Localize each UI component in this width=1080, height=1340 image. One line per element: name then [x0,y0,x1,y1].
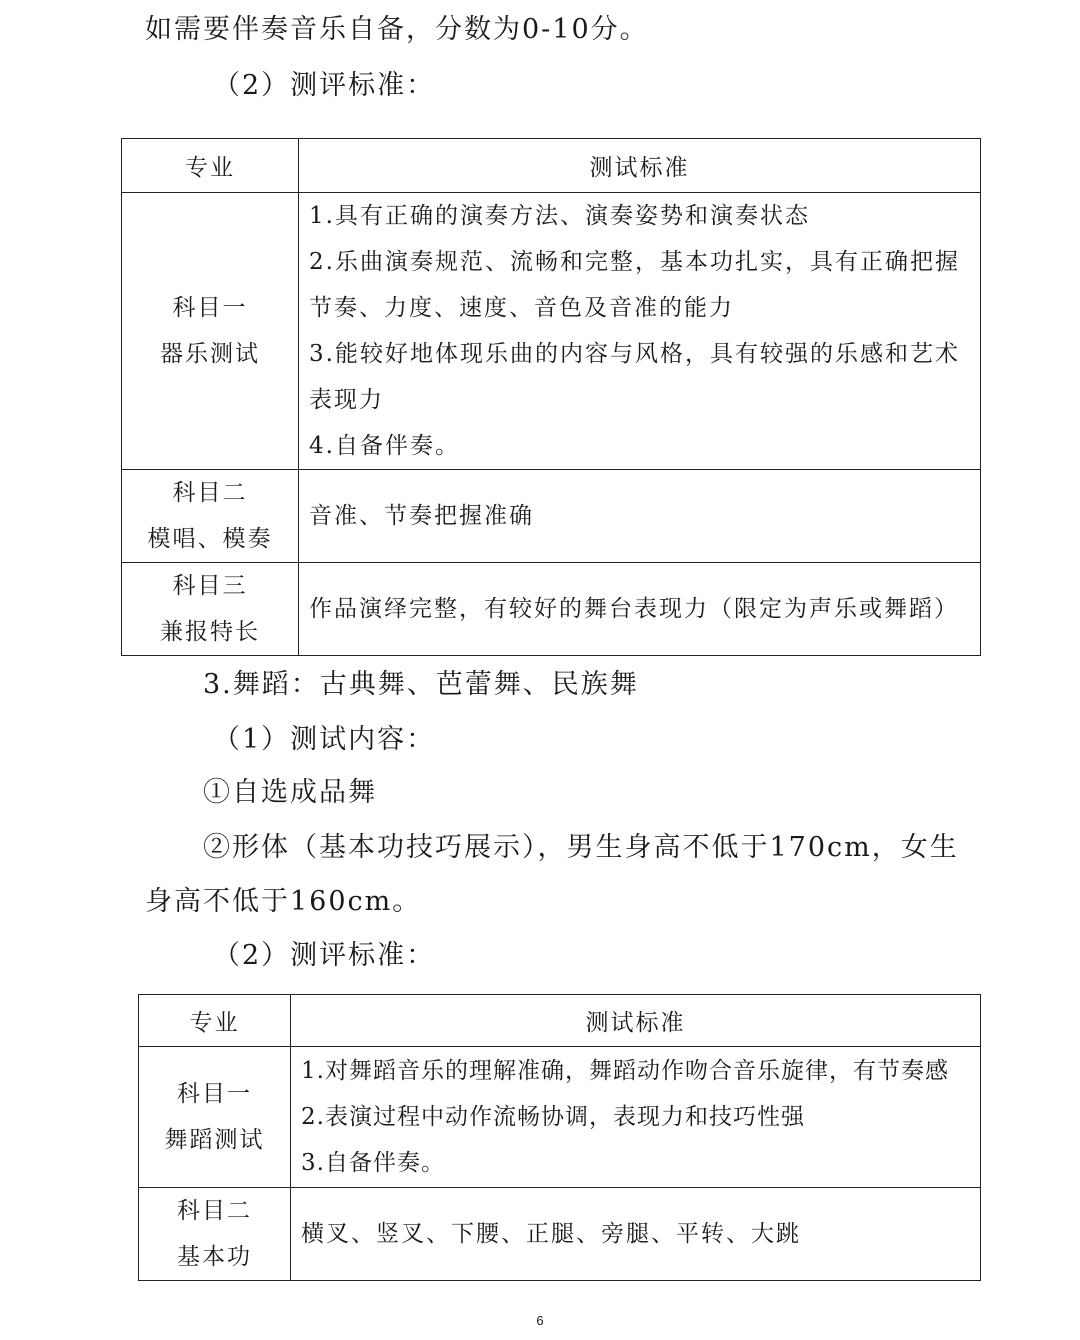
header-standard: 测试标准 [299,139,981,193]
header-standard: 测试标准 [291,995,981,1047]
subject-cell [122,193,299,470]
subject-number: 科目一 [172,295,248,321]
standard-cell [299,470,981,563]
standard-line: 3.自备伴奏。 [301,1150,445,1176]
standard-line: 作品演绎完整，有较好的舞台表现力（限定为声乐或舞蹈） [309,596,959,622]
standard-line: 节奏、力度、速度、音色及音准的能力 [309,295,734,321]
table-row [139,1188,981,1281]
subject-cell [139,1047,291,1188]
standard-line: 2.表演过程中动作流畅协调，表现力和技巧性强 [301,1104,805,1130]
standard-line: 4.自备伴奏。 [309,433,460,459]
table-row [139,1047,981,1188]
content-item: ②形体（基本功技巧展示），男生身高不低于170cm，女生 [203,832,959,863]
subject-cell [122,563,299,656]
header-major: 专业 [122,139,299,193]
standard-line: 音准、节奏把握准确 [309,503,534,529]
subject-number: 科目一 [177,1081,252,1107]
standard-line: 1.具有正确的演奏方法、演奏姿势和演奏状态 [309,203,810,229]
standard-line: 1.对舞蹈音乐的理解准确，舞蹈动作吻合音乐旋律，有节奏感 [301,1058,949,1084]
subject-cell [139,1188,291,1281]
standard-cell [299,563,981,656]
content-item: ①自选成品舞 [203,777,377,808]
subject-number: 科目二 [177,1198,252,1224]
standard-cell [291,1188,981,1281]
standard-line: 表现力 [309,387,384,413]
subject-name: 模唱、模奏 [147,526,273,552]
table-row [122,470,981,563]
dance-heading: 3.舞蹈：古典舞、芭蕾舞、民族舞 [203,669,639,700]
subject-number: 科目三 [172,573,248,599]
intro-line: 如需要伴奏音乐自备，分数为0-10分。 [145,14,649,45]
standard-cell [299,193,981,470]
table-header-row [122,139,981,193]
criteria-heading-2: （2）测评标准： [213,940,436,971]
subject-name: 基本功 [177,1244,252,1270]
criteria-heading-1: （2）测评标准： [213,70,436,101]
subject-cell [122,470,299,563]
subject-number: 科目二 [172,480,248,506]
subject-name: 兼报特长 [160,619,260,645]
subject-name: 器乐测试 [160,341,260,367]
table-row [122,193,981,470]
standard-line: 3.能较好地体现乐曲的内容与风格，具有较强的乐感和艺术 [309,341,960,367]
header-major: 专业 [139,995,291,1047]
standard-line: 2.乐曲演奏规范、流畅和完整，基本功扎实，具有正确把握 [309,249,960,275]
subject-name: 舞蹈测试 [164,1127,265,1153]
content-item-continuation: 身高不低于160cm。 [145,886,422,917]
music-criteria-table [121,138,981,656]
standard-cell [291,1047,981,1188]
table-row [122,563,981,656]
table-header-row [139,995,981,1047]
content-heading: （1）测试内容： [213,724,436,755]
page-number: 6 [536,1313,544,1328]
dance-criteria-table [138,994,981,1281]
standard-line: 横叉、竖叉、下腰、正腿、旁腿、平转、大跳 [301,1221,801,1247]
